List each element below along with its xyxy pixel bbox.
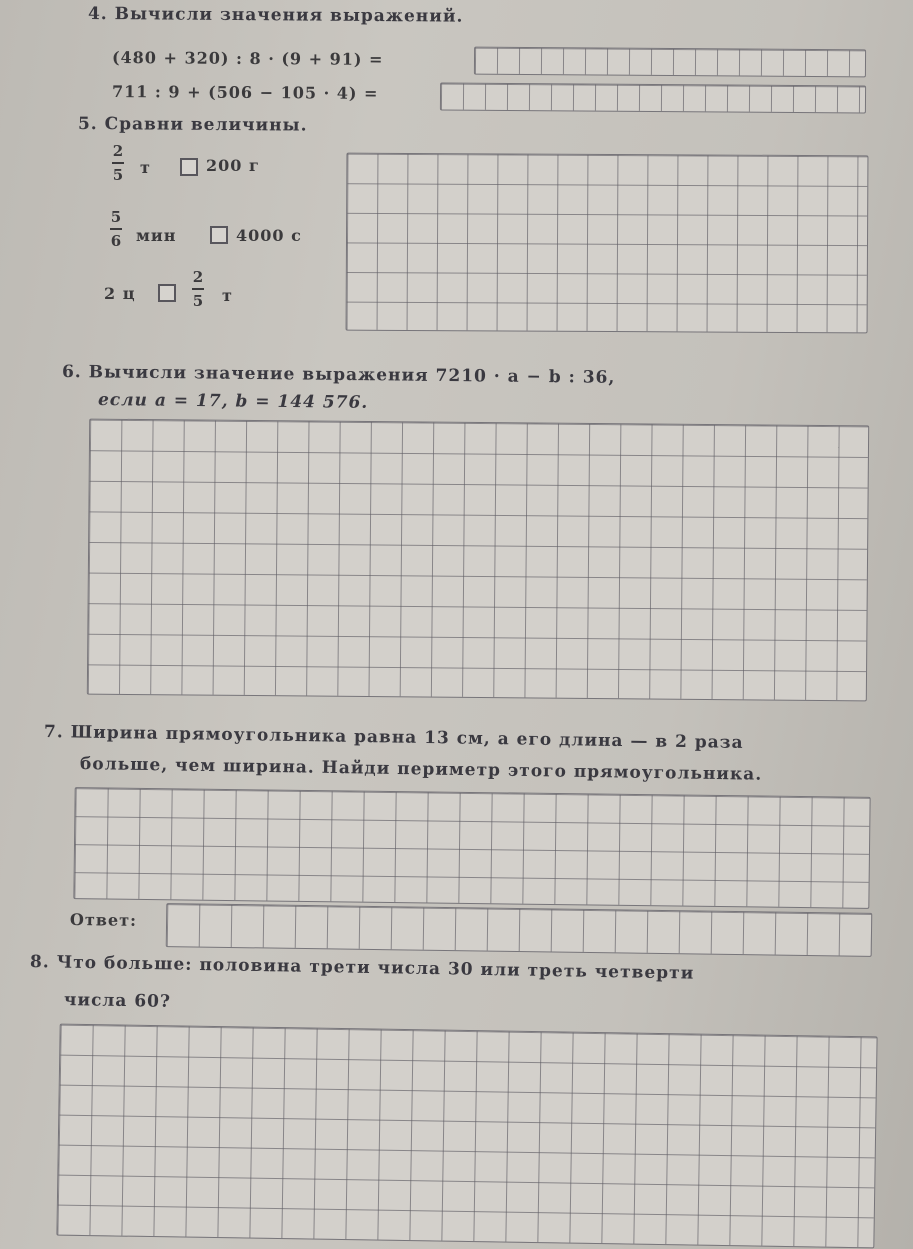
task5-row3-compare-box[interactable] — [158, 284, 176, 302]
task5-title: 5. Сравни величины. — [77, 114, 308, 136]
task8-line-2: числа 60? — [63, 990, 172, 1012]
fraction-bar — [192, 288, 204, 290]
task5-row3-fraction — [192, 268, 204, 310]
task5-row1-unit: т — [140, 158, 151, 177]
task5-row3-left: 2 ц — [104, 284, 136, 303]
task5-row2-unit: мин — [136, 226, 177, 245]
task5-row2-right: 4000 с — [236, 226, 302, 245]
task5-row1-fraction — [112, 142, 124, 184]
fraction-numerator: 5 — [110, 208, 122, 226]
task5-row2-fraction — [110, 208, 122, 250]
fraction-bar — [112, 162, 124, 164]
task4-expression-2: 711 : 9 + (506 − 105 · 4) = — [111, 82, 379, 103]
task5-row3-unit: т — [222, 286, 233, 305]
task6-line-1: 6. Вычисли значение выражения 7210 · a − b : 36, — [61, 362, 616, 388]
task5-row1-compare-box[interactable] — [180, 158, 198, 176]
task4-answer-cells-2[interactable] — [440, 83, 866, 114]
task7-answer-label: Ответ: — [69, 910, 138, 930]
task7-line-2: больше, чем ширина. Найди периметр этого прямоугольника. — [79, 754, 763, 785]
task7-work-grid[interactable] — [73, 787, 870, 909]
fraction-numerator: 2 — [112, 142, 124, 160]
fraction-denominator: 5 — [192, 292, 204, 310]
task7-answer-cells[interactable] — [166, 903, 873, 957]
task5-work-grid[interactable] — [346, 153, 869, 334]
task5-row1-right: 200 г — [206, 156, 260, 175]
task7-line-1: 7. Ширина прямоугольника равна 13 см, а его длина — в 2 раза — [43, 722, 744, 753]
task6-work-grid[interactable] — [87, 419, 869, 702]
fraction-bar — [110, 228, 122, 230]
task8-work-grid[interactable] — [56, 1024, 877, 1249]
task8-line-1: 8. Что больше: половина трети числа 30 или треть четверти — [29, 952, 695, 984]
task4-expression-1: (480 + 320) : 8 · (9 + 91) = — [111, 48, 384, 69]
fraction-denominator: 6 — [110, 232, 122, 250]
task4-answer-cells-1[interactable] — [474, 47, 866, 78]
task5-row2-compare-box[interactable] — [210, 226, 228, 244]
task4-title: 4. Вычисли значения выражений. — [87, 4, 464, 27]
fraction-denominator: 5 — [112, 166, 124, 184]
task6-line-2: если a = 17, b = 144 576. — [97, 390, 369, 413]
fraction-numerator: 2 — [192, 268, 204, 286]
